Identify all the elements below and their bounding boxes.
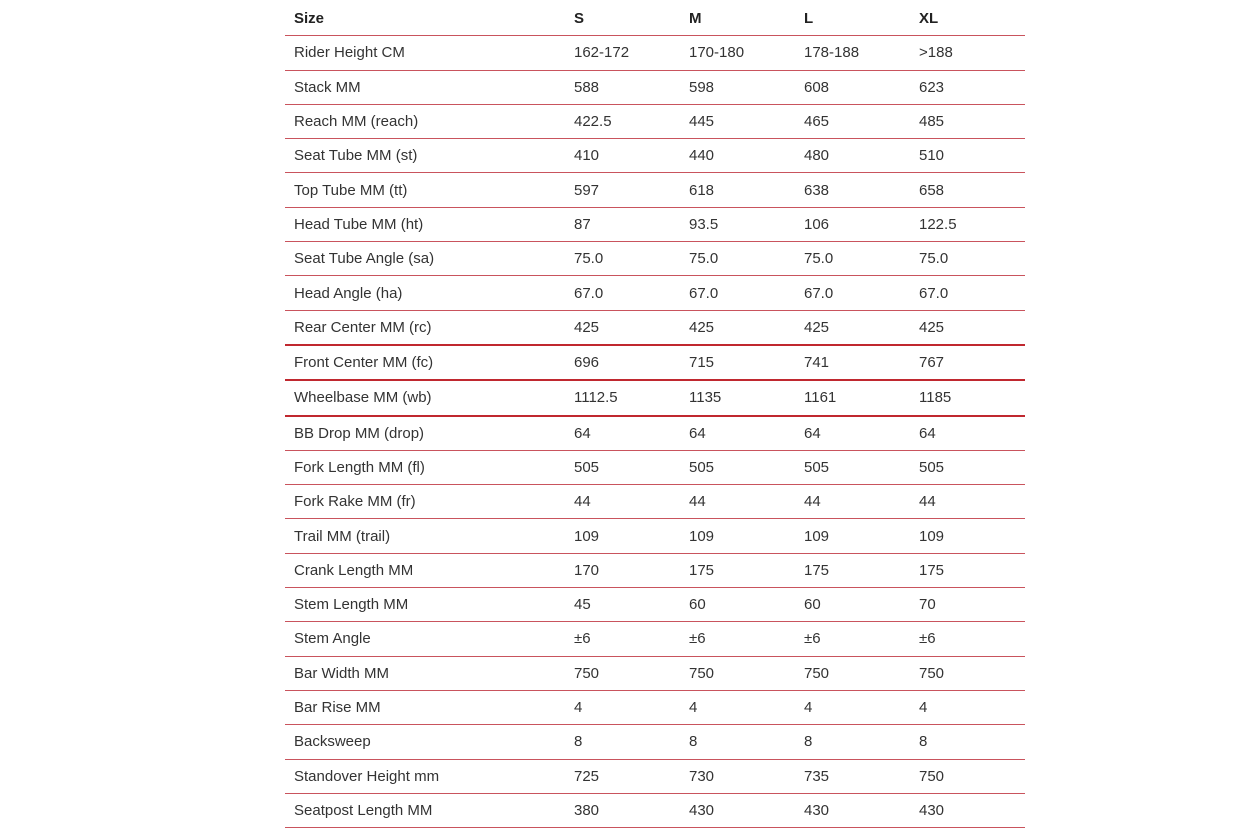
table-cell: 175: [680, 553, 795, 587]
table-cell: 430: [795, 793, 910, 827]
table-cell: ±6: [910, 622, 1025, 656]
row-label: Head Tube MM (ht): [285, 207, 565, 241]
table-cell: 505: [910, 450, 1025, 484]
table-cell: 8: [795, 725, 910, 759]
table-cell: 505: [680, 450, 795, 484]
table-cell: 730: [680, 759, 795, 793]
row-label: Trail MM (trail): [285, 519, 565, 553]
table-cell: 505: [795, 450, 910, 484]
table-cell: 1185: [910, 380, 1025, 415]
table-cell: 67.0: [795, 276, 910, 310]
table-cell: 425: [565, 310, 680, 345]
table-row: [285, 139, 1025, 173]
table-cell: 8: [680, 725, 795, 759]
row-label: Wheelbase MM (wb): [285, 380, 565, 415]
table-cell: 44: [565, 485, 680, 519]
table-cell: 162-172: [565, 36, 680, 70]
table-cell: 170: [565, 553, 680, 587]
table-cell: 67.0: [680, 276, 795, 310]
table-cell: 4: [565, 690, 680, 724]
table-cell: 750: [680, 656, 795, 690]
column-header-m: M: [680, 2, 795, 36]
row-label: Head Angle (ha): [285, 276, 565, 310]
table-cell: 696: [565, 345, 680, 380]
table-cell: 445: [680, 104, 795, 138]
table-cell: 109: [910, 519, 1025, 553]
table-cell: 4: [680, 690, 795, 724]
table-cell: 750: [910, 759, 1025, 793]
table-cell: 87: [565, 207, 680, 241]
column-header-xl: XL: [910, 2, 1025, 36]
row-label: Front Center MM (fc): [285, 345, 565, 380]
row-label: Seat Tube MM (st): [285, 139, 565, 173]
table-cell: 109: [680, 519, 795, 553]
table-row: [285, 242, 1025, 276]
table-cell: 1161: [795, 380, 910, 415]
table-row: [285, 485, 1025, 519]
table-cell: 410: [565, 139, 680, 173]
row-label: Fork Length MM (fl): [285, 450, 565, 484]
table-cell: 750: [795, 656, 910, 690]
table-cell: 64: [795, 416, 910, 451]
column-header-size: Size: [285, 2, 565, 36]
table-row: [285, 450, 1025, 484]
row-label: Stem Length MM: [285, 588, 565, 622]
table-cell: 725: [565, 759, 680, 793]
table-cell: 70: [910, 588, 1025, 622]
column-header-s: S: [565, 2, 680, 36]
table-cell: 750: [565, 656, 680, 690]
table-body: [285, 36, 1025, 828]
row-label: Fork Rake MM (fr): [285, 485, 565, 519]
table-cell: 122.5: [910, 207, 1025, 241]
table-cell: 623: [910, 70, 1025, 104]
geometry-table: [285, 2, 1025, 828]
row-label: Rider Height CM: [285, 36, 565, 70]
table-cell: 93.5: [680, 207, 795, 241]
table-row: [285, 553, 1025, 587]
table-row: [285, 36, 1025, 70]
table-row: [285, 690, 1025, 724]
row-label: Bar Rise MM: [285, 690, 565, 724]
table-row: [285, 173, 1025, 207]
row-label: Stack MM: [285, 70, 565, 104]
table-row: [285, 310, 1025, 345]
table-row: [285, 70, 1025, 104]
table-cell: 75.0: [565, 242, 680, 276]
table-cell: 1112.5: [565, 380, 680, 415]
table-row: [285, 276, 1025, 310]
table-cell: 425: [910, 310, 1025, 345]
table-cell: 715: [680, 345, 795, 380]
table-cell: 638: [795, 173, 910, 207]
table-cell: 44: [680, 485, 795, 519]
table-cell: 425: [680, 310, 795, 345]
table-row: [285, 345, 1025, 380]
table-cell: ±6: [680, 622, 795, 656]
table-cell: 597: [565, 173, 680, 207]
row-label: Reach MM (reach): [285, 104, 565, 138]
column-header-l: L: [795, 2, 910, 36]
table-row: [285, 656, 1025, 690]
table-cell: 380: [565, 793, 680, 827]
table-cell: 440: [680, 139, 795, 173]
table-cell: 75.0: [680, 242, 795, 276]
table-cell: 67.0: [910, 276, 1025, 310]
table-cell: 658: [910, 173, 1025, 207]
table-cell: 422.5: [565, 104, 680, 138]
table-cell: 480: [795, 139, 910, 173]
table-cell: >188: [910, 36, 1025, 70]
table-cell: 109: [795, 519, 910, 553]
table-cell: 8: [910, 725, 1025, 759]
table-row: [285, 759, 1025, 793]
table-cell: 75.0: [795, 242, 910, 276]
table-row: [285, 207, 1025, 241]
table-cell: 75.0: [910, 242, 1025, 276]
table-cell: 1135: [680, 380, 795, 415]
table-cell: 735: [795, 759, 910, 793]
table-cell: 64: [680, 416, 795, 451]
table-cell: 67.0: [565, 276, 680, 310]
table-row: [285, 588, 1025, 622]
table-cell: 44: [795, 485, 910, 519]
table-row: [285, 416, 1025, 451]
table-cell: 170-180: [680, 36, 795, 70]
table-row: [285, 380, 1025, 415]
table-cell: 4: [910, 690, 1025, 724]
table-cell: 8: [565, 725, 680, 759]
table-cell: 60: [795, 588, 910, 622]
table-cell: 45: [565, 588, 680, 622]
row-label: Crank Length MM: [285, 553, 565, 587]
table-cell: 60: [680, 588, 795, 622]
row-label: Standover Height mm: [285, 759, 565, 793]
table-cell: 608: [795, 70, 910, 104]
table-cell: 106: [795, 207, 910, 241]
table-cell: 109: [565, 519, 680, 553]
row-label: Top Tube MM (tt): [285, 173, 565, 207]
table-cell: 64: [910, 416, 1025, 451]
table-cell: 175: [910, 553, 1025, 587]
table-cell: 598: [680, 70, 795, 104]
row-label: Backsweep: [285, 725, 565, 759]
row-label: Seat Tube Angle (sa): [285, 242, 565, 276]
table-cell: 510: [910, 139, 1025, 173]
table-cell: ±6: [565, 622, 680, 656]
table-row: [285, 725, 1025, 759]
table-row: [285, 793, 1025, 827]
table-cell: 430: [680, 793, 795, 827]
table-cell: 505: [565, 450, 680, 484]
table-cell: 767: [910, 345, 1025, 380]
table-cell: 741: [795, 345, 910, 380]
table-header-row: [285, 2, 1025, 36]
table-cell: 430: [910, 793, 1025, 827]
row-label: BB Drop MM (drop): [285, 416, 565, 451]
table-row: [285, 519, 1025, 553]
table-cell: 4: [795, 690, 910, 724]
table-cell: 485: [910, 104, 1025, 138]
table-cell: 425: [795, 310, 910, 345]
row-label: Rear Center MM (rc): [285, 310, 565, 345]
table-cell: 465: [795, 104, 910, 138]
table-row: [285, 104, 1025, 138]
row-label: Stem Angle: [285, 622, 565, 656]
row-label: Seatpost Length MM: [285, 793, 565, 827]
table-cell: 588: [565, 70, 680, 104]
table-cell: 618: [680, 173, 795, 207]
row-label: Bar Width MM: [285, 656, 565, 690]
table-cell: 175: [795, 553, 910, 587]
table-cell: 178-188: [795, 36, 910, 70]
table-row: [285, 622, 1025, 656]
table-cell: 64: [565, 416, 680, 451]
table-cell: 750: [910, 656, 1025, 690]
table-cell: ±6: [795, 622, 910, 656]
table-cell: 44: [910, 485, 1025, 519]
